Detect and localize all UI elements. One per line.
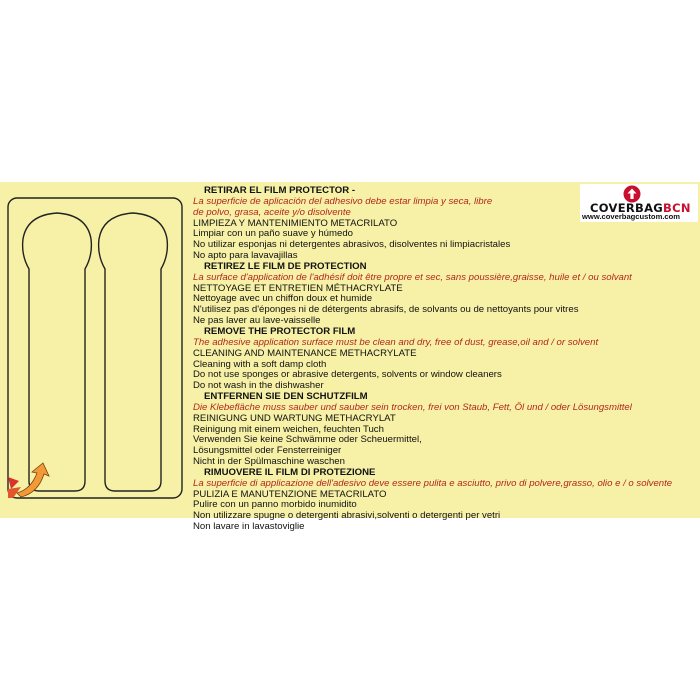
care-line: Do not wash in the dishwasher (193, 380, 324, 392)
brand-url: www.coverbagcustom.com (582, 212, 681, 221)
care-line: Verwenden Sie keine Schwämme oder Scheuermittel, (193, 434, 422, 446)
surface-note: The adhesive application surface must be clean and dry, free of dust, grease,oil and / or solvent (193, 336, 599, 348)
section-heading: ENTFERNEN SIE DEN SCHUTZFILM (204, 391, 368, 403)
care-line: N'utilisez pas d'éponges ni de détergents abrasifs, de solvants ou de nettoyants pour vitres (193, 304, 579, 316)
brand-name-suffix: BCN (663, 201, 691, 215)
instructions-text (193, 186, 673, 533)
care-line: Nettoyage avec un chiffon doux et humide (193, 293, 373, 305)
brand-name-main: COVERBAG (590, 201, 664, 215)
surface-note: La superficie de aplicación del adhesivo debe estar limpia y seca, libre de polvo, grasa, aceite y/o disolvente (193, 195, 493, 218)
care-line: Reinigung mit einem weichen, feuchten Tuch (193, 423, 384, 435)
section-fr (193, 262, 673, 327)
section-heading: RETIREZ LE FILM DE PROTECTION (204, 260, 367, 272)
sticker-slot-left (23, 213, 92, 491)
care-title: CLEANING AND MAINTENANCE METHACRYLATE (193, 347, 417, 359)
care-line: Ne pas laver au lave-vaisselle (193, 315, 321, 327)
care-line: Non utilizzare spugne o detergenti abrasivi,solventi o detergenti per vetri (193, 510, 501, 522)
surface-note: Die Klebefläche muss sauber und sauber sein trocken, frei von Staub, Fett, Öl und / oder Lösungsmittel (193, 401, 632, 413)
sticker-diagram (7, 197, 183, 499)
surface-note: La superficie di applicazione dell'adesivo deve essere pulita e asciutto, privo di polvere,grasso, olio e / o solvente (193, 477, 673, 489)
instruction-card (0, 182, 700, 533)
section-de (193, 392, 673, 468)
care-line: Lösungsmittel oder Fensterreiniger (193, 445, 342, 457)
care-line: Pulire con un panno morbido inumidito (193, 499, 357, 511)
surface-note: La surface d'application de l'adhésif doit être propre et sec, sans poussière,graisse, huile et / ou solvant (193, 271, 632, 283)
section-en (193, 327, 673, 392)
sticker-shapes (7, 197, 183, 499)
care-line: Do not use sponges or abrasive detergents, solvents or window cleaners (193, 369, 502, 381)
care-line: Limpiar con un paño suave y húmedo (193, 228, 353, 240)
care-line: Cleaning with a soft damp cloth (193, 358, 327, 370)
section-it (193, 468, 673, 533)
brand-logo (580, 184, 698, 222)
care-title: LIMPIEZA Y MANTENIMIENTO METACRILATO (193, 217, 398, 229)
care-line: No apto para lavavajillas (193, 250, 298, 262)
section-heading: RETIRAR EL FILM PROTECTOR - (204, 185, 356, 196)
care-title: REINIGUNG UND WARTUNG METHACRYLAT (193, 412, 396, 424)
care-line: Nicht in der Spülmaschine waschen (193, 456, 345, 468)
care-line: No utilizar esponjas ni detergentes abrasivos, disolventes ni limpiacristales (193, 239, 511, 251)
section-heading: REMOVE THE PROTECTOR FILM (204, 325, 356, 337)
sticker-outline (8, 198, 182, 498)
care-line: Non lavare in lavastoviglie (193, 521, 305, 533)
sticker-slot-right (99, 213, 168, 491)
care-title: NETTOYAGE ET ENTRETIEN MÉTHACRYLATE (193, 282, 403, 294)
care-title: PULIZIA E MANUTENZIONE METACRILATO (193, 488, 387, 500)
section-heading: RIMUOVERE IL FILM DI PROTEZIONE (204, 466, 376, 478)
